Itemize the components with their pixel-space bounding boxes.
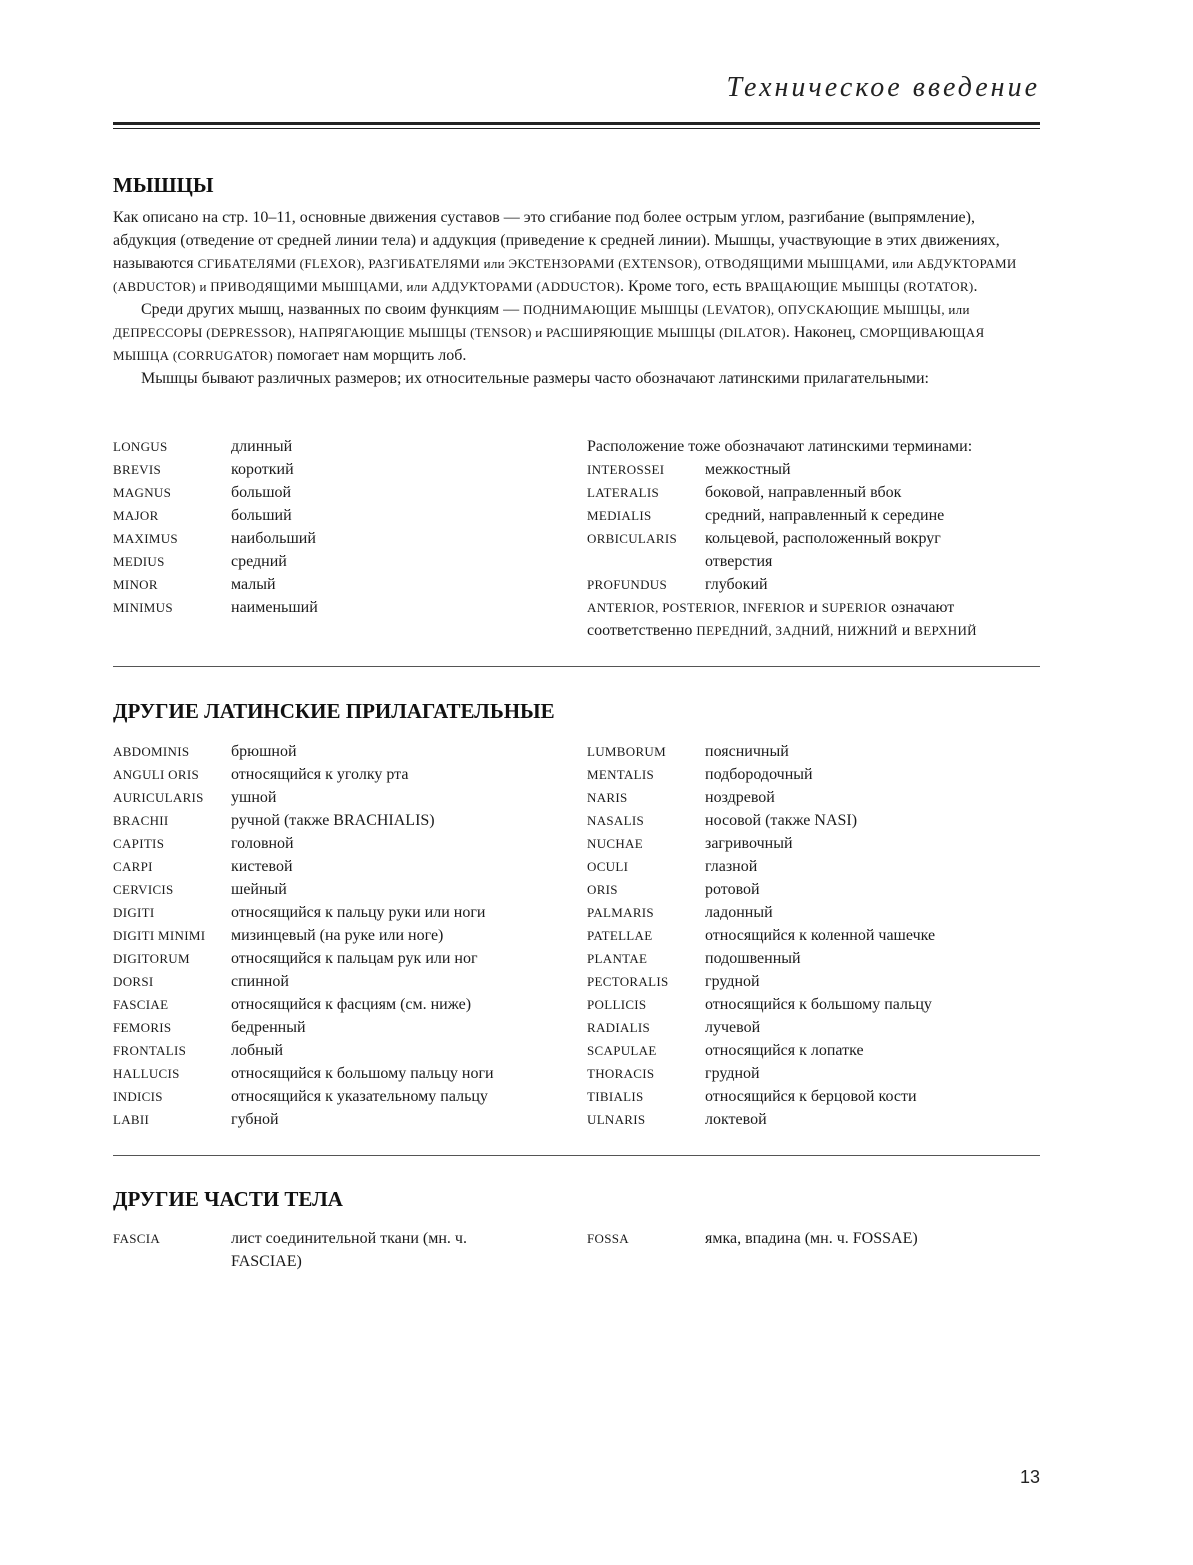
section-divider [113,666,1040,667]
term-definition: боковой, направленный вбок [705,484,902,501]
term-row [587,993,1040,1016]
term-row [113,1062,563,1085]
latin-term: NASALIS [587,813,644,828]
term-definition: брюшной [231,743,297,760]
term-definition: наибольший [231,530,316,547]
term-definition: относящийся к пальцам рук или ног [231,950,478,967]
latin-term: FOSSA [587,1231,629,1246]
latin-term: SUPERIOR [821,600,887,615]
term-row [113,550,563,573]
adjectives-section [113,698,1040,724]
latin-term: LUMBORUM [587,744,666,759]
latin-term: NUCHAE [587,836,643,851]
term-row [587,970,1040,993]
term-row [113,786,563,809]
body-parts-section [113,1186,1040,1212]
term-definition: наименьший [231,599,318,616]
latin-term: INDICIS [113,1089,163,1104]
latin-term: MEDIALIS [587,508,652,523]
term-row [113,481,563,504]
header-rule-thin [113,128,1040,129]
latin-term: AURICULARIS [113,790,204,805]
latin-term: RADIALIS [587,1020,651,1035]
latin-term: FASCIA [113,1231,161,1246]
term-definition: мизинцевый (на руке или ноге) [231,927,444,944]
term-definition: средний, направленный к середине [705,507,945,524]
text-run: помогает нам морщить лоб. [272,347,467,364]
latin-term: DIGITI MINIMI [113,928,206,943]
latin-term: PECTORALIS [587,974,669,989]
term-row [587,1085,1040,1108]
term-row [587,1016,1040,1039]
term-row [587,740,1040,763]
latin-term: CAPITIS [113,836,165,851]
locations-list [587,435,1040,642]
latin-term: ABDOMINIS [113,744,190,759]
latin-term: MAGNUS [113,485,172,500]
term-row [587,1227,1040,1250]
term-row [587,1062,1040,1085]
term-definition: относящийся к уголку рта [231,766,409,783]
term-row [113,878,563,901]
term-definition: относящийся к коленной чашечке [705,927,936,944]
position-terms-note-line1 [587,596,1040,619]
term-definition: относящийся к большому пальцу [705,996,932,1013]
term-row [587,809,1040,832]
latin-term: ПЕРЕДНИЙ, ЗАДНИЙ, НИЖНИЙ [696,623,898,638]
term-row [113,924,563,947]
latin-term: FASCIAE [113,997,169,1012]
header-rule [113,122,1040,125]
term-definition: больший [231,507,292,524]
term-definition: губной [231,1111,279,1128]
term-definition: короткий [231,461,294,478]
term-definition: грудной [705,1065,760,1082]
term-row [587,527,1040,573]
term-row [113,573,563,596]
section-title-adjectives: ДРУГИЕ ЛАТИНСКИЕ ПРИЛАГАТЕЛЬНЫЕ [113,699,555,723]
running-head: Техническое введение [726,72,1040,103]
term-row [587,832,1040,855]
term-row [113,1016,563,1039]
term-definition: носовой (также NASI) [705,812,858,829]
latin-term: DIGITI [113,905,155,920]
latin-term: ПОДНИМАЮЩИЕ МЫШЦЫ (LEVATOR), ОПУСКАЮЩИЕ МЫШЦЫ, или ДЕПРЕССОРЫ (DEPRESSOR), НАПРЯГАЮЩИЕ МЫШЦЫ (TENSOR) и РАСШИРЯЮЩИЕ МЫШЦЫ (DILATOR) [113,302,970,340]
term-definition: средний [231,553,287,570]
position-terms-note-line2 [587,619,1040,642]
term-definition: загривочный [705,835,793,852]
term-definition: лучевой [705,1019,761,1036]
latin-term: OCULI [587,859,629,874]
latin-term: ORIS [587,882,618,897]
term-definition: относящийся к указательному пальцу [231,1088,488,1105]
term-definition: ладонный [705,904,773,921]
term-row [587,786,1040,809]
term-definition: длинный [231,438,293,455]
latin-term: MAJOR [113,508,159,523]
latin-term: MINIMUS [113,600,173,615]
term-definition: ушной [231,789,277,806]
term-definition: малый [231,576,276,593]
term-row [587,947,1040,970]
term-definition: кольцевой, расположенный вокруг отверстия [705,530,941,570]
term-definition: грудной [705,973,760,990]
term-row [113,435,563,458]
latin-term: MINOR [113,577,158,592]
text-run: . Кроме того, есть [620,278,746,295]
term-definition: межкостный [705,461,791,478]
term-row [587,1108,1040,1131]
muscles-text [113,206,1040,390]
latin-term: PLANTAE [587,951,648,966]
latin-term: СГИБАТЕЛЯМИ (FLEXOR), РАЗГИБАТЕЛЯМИ или ЭКСТЕНЗОРАМИ (EXTENSOR), ОТВОДЯЩИМИ МЫШЦАМИ, или АБДУКТОРАМИ (ABDUCTOR) и ПРИВОДЯЩИМИ МЫШЦАМИ, или АДДУКТОРАМИ (ADDUCTOR) [113,256,1017,294]
term-definition: относящийся к большому пальцу ноги [231,1065,494,1082]
term-row [113,458,563,481]
term-definition: ноздревой [705,789,775,806]
latin-term: THORACIS [587,1066,655,1081]
term-definition: большой [231,484,292,501]
latin-term: LONGUS [113,439,168,454]
paragraph-2 [113,298,1040,367]
term-row [113,947,563,970]
term-row [113,1108,563,1131]
term-definition: ручной (также BRACHIALIS) [231,812,435,829]
latin-term: PALMARIS [587,905,654,920]
latin-term: MENTALIS [587,767,655,782]
term-row [113,832,563,855]
term-row [587,458,1040,481]
latin-term: MAXIMUS [113,531,178,546]
term-row [113,993,563,1016]
term-definition: относящийся к фасциям (см. ниже) [231,996,472,1013]
latin-term: SCAPULAE [587,1043,657,1058]
term-row [113,1085,563,1108]
latin-term: LABII [113,1112,150,1127]
term-definition: ямка, впадина (мн. ч. FOSSAE) [705,1230,918,1247]
text-run: Как описано на стр. 10–11, основные движения суставов — это сгибание под более острым углом, разгибание (выпрямление), абдукция (отведение от средней линии тела) и аддукция (приведение к средней линии). Мышцы, участвующие в этих движениях, называются [113,209,1000,272]
term-definition: ротовой [705,881,760,898]
latin-term: BRACHII [113,813,169,828]
latin-term: DORSI [113,974,154,989]
text-run: Среди других мышц, названных по своим функциям — [141,301,524,318]
term-definition: головной [231,835,294,852]
paragraph-3: Мышцы бывают различных размеров; их относительные размеры часто обозначают латинскими прилагательными: [141,370,929,387]
term-row [113,504,563,527]
term-definition: лобный [231,1042,283,1059]
text-run: и [897,622,915,639]
term-definition: поясничный [705,743,789,760]
section-divider [113,1155,1040,1156]
term-row [587,481,1040,504]
term-row [587,901,1040,924]
term-definition: глазной [705,858,758,875]
term-definition: спинной [231,973,289,990]
section-title-muscles: МЫШЦЫ [113,173,214,197]
term-row [587,573,1040,596]
term-row [113,1039,563,1062]
term-definition: относящийся к берцовой кости [705,1088,917,1105]
term-definition: относящийся к пальцу руки или ноги [231,904,486,921]
term-definition: кистевой [231,858,293,875]
term-row [587,504,1040,527]
latin-term: СМОРЩИВАЮЩАЯ МЫШЦА (CORRUGATOR) [113,325,985,363]
latin-term: PROFUNDUS [587,577,668,592]
latin-term: POLLICIS [587,997,647,1012]
text-run: означают [886,599,955,616]
paragraph-1 [113,206,1040,298]
latin-term: NARIS [587,790,628,805]
latin-term: CARPI [113,859,153,874]
term-row [113,855,563,878]
text-run: и [805,599,822,616]
adjectives-right-list [587,740,1040,1131]
term-row [113,763,563,786]
body-parts-left-list [113,1227,563,1273]
term-definition: подбородочный [705,766,813,783]
term-row [113,596,563,619]
term-definition: глубокий [705,576,768,593]
latin-term: PATELLAE [587,928,653,943]
term-definition: подошвенный [705,950,801,967]
term-definition: локтевой [705,1111,767,1128]
latin-term: ВЕРХНИЙ [914,623,977,638]
text-run: . Наконец, [785,324,860,341]
sizes-list [113,435,563,619]
term-row [113,740,563,763]
term-row [113,901,563,924]
latin-term: FEMORIS [113,1020,172,1035]
latin-term: ВРАЩАЮЩИЕ МЫШЦЫ (ROTATOR) [745,279,974,294]
latin-term: BREVIS [113,462,162,477]
term-definition: шейный [231,881,287,898]
term-row [113,970,563,993]
term-row [587,924,1040,947]
term-row [113,809,563,832]
term-row [113,527,563,550]
term-row [113,1227,563,1273]
locations-heading: Расположение тоже обозначают латинскими терминами: [587,438,973,455]
latin-term: LATERALIS [587,485,660,500]
term-row [587,1039,1040,1062]
latin-term: ANGULI ORIS [113,767,199,782]
term-row [587,855,1040,878]
latin-term: CERVICIS [113,882,174,897]
latin-term: TIBIALIS [587,1089,644,1104]
section-title-body-parts: ДРУГИЕ ЧАСТИ ТЕЛА [113,1187,343,1211]
term-row [587,763,1040,786]
latin-term: INTEROSSEI [587,462,665,477]
text-run: соответственно [587,622,697,639]
latin-term: HALLUCIS [113,1066,180,1081]
muscles-section [113,172,1040,198]
text-run: . [973,278,978,295]
term-definition: лист соединительной ткани (мн. ч. FASCIAE) [231,1230,467,1270]
latin-term: MEDIUS [113,554,165,569]
adjectives-left-list [113,740,563,1131]
term-row [587,878,1040,901]
latin-term: ANTERIOR, POSTERIOR, INFERIOR [587,600,806,615]
latin-term: DIGITORUM [113,951,190,966]
latin-term: ULNARIS [587,1112,646,1127]
locations-rows [587,458,1040,596]
latin-term: FRONTALIS [113,1043,187,1058]
latin-term: ORBICULARIS [587,531,677,546]
page-number: 13 [1019,1467,1040,1487]
body-parts-right-list [587,1227,1040,1250]
term-definition: относящийся к лопатке [705,1042,864,1059]
term-definition: бедренный [231,1019,306,1036]
